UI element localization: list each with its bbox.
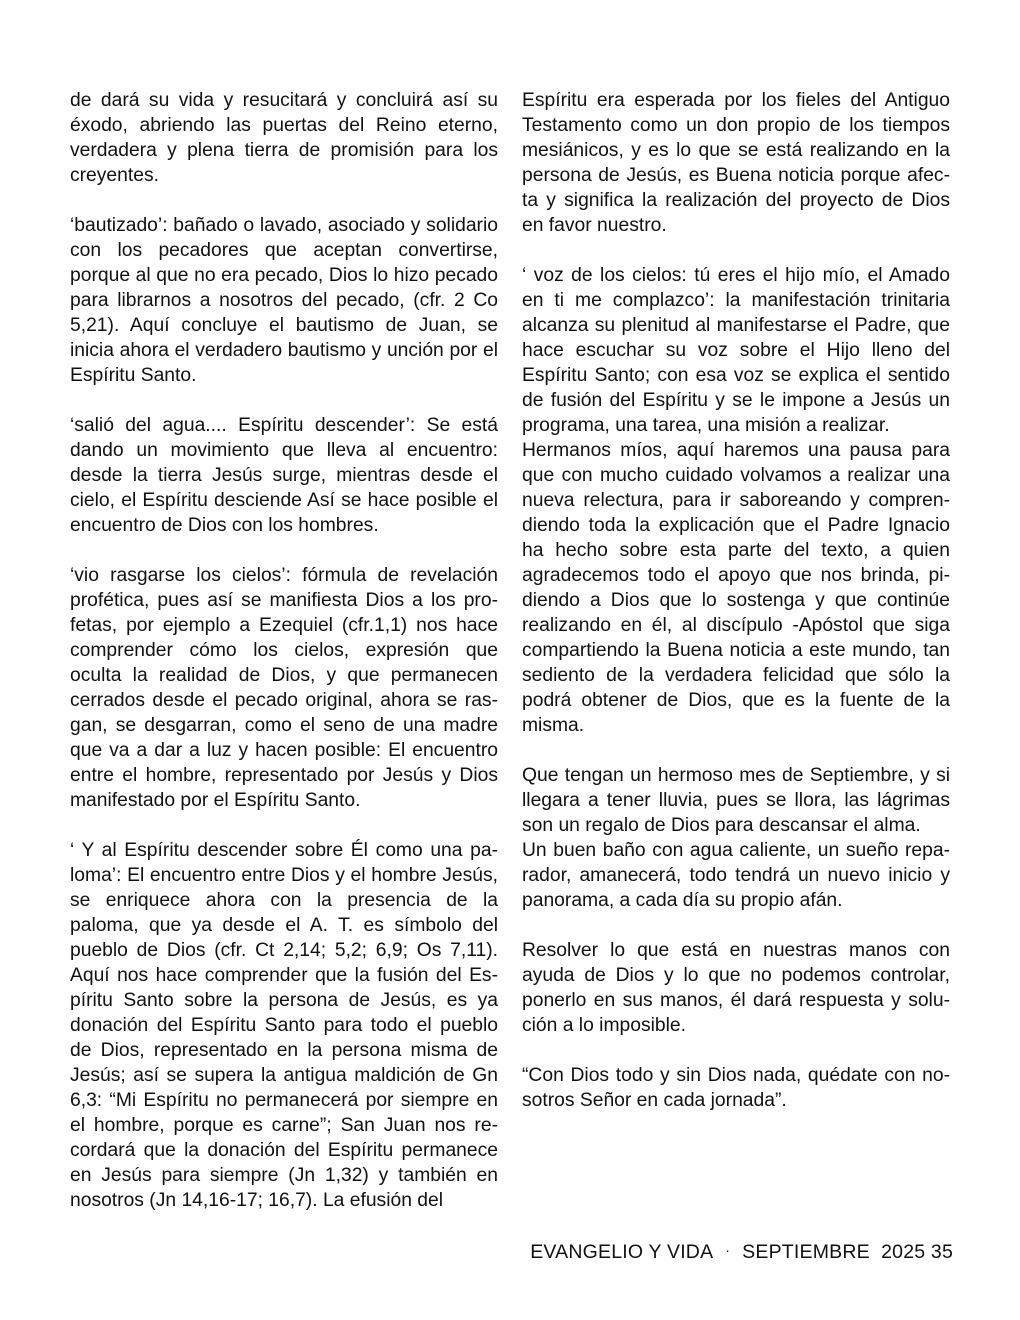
issue-date: SEPTIEMBRE 2025 xyxy=(742,1241,926,1263)
body-paragraph: ‘vio rasgarse los cielos’: fórmula de revelación profética, pues así se manifiesta Dios a los profetas, por ejemplo a Ezequiel (cfr.1,1) nos hace comprender cómo los cielos, expresión que oculta la realidad de Dios, y que permanecen cerrados desde el pecado original, ahora se rasgan, se desgarran, como el seno de una madre que va a dar a luz y hacen posible: El encuentro entre el hombre, representado por Jesús y Dios manifestado por el Espíritu Santo. xyxy=(70,565,498,811)
body-paragraph: Hermanos míos, aquí haremos una pausa para que con mucho cuidado volvamos a realizar una nueva relectura, para ir saboreando y comprendiendo toda la explicación que el Padre Ignacio ha hecho sobre esta parte del texto, a quien agradecemos todo el apoyo que nos brinda, pidiendo a Dios que lo sostenga y que continúe realizando en él, al discípulo -Apóstol que siga compartiendo la Buena noticia a este mundo, tan sediento de la verdadera felicidad que sólo la podrá obtener de Dios, que es la fuente de la misma. xyxy=(522,440,950,736)
body-paragraph: de dará su vida y resucitará y concluirá así su éxodo, abriendo las puertas del Reino eterno, verdadera y plena tierra de promisión para los creyentes. xyxy=(70,90,498,186)
body-paragraph: ‘salió del agua.... Espíritu descender’: Se está dando un movimiento que lleva al encuentro: desde la tierra Jesús surge, mientras desde el cielo, el Espíritu desciende Así se hace posible el encuentro de Dios con los hombres. xyxy=(70,415,498,536)
page-number: 35 xyxy=(930,1241,953,1263)
body-paragraph: ‘ voz de los cielos: tú eres el hijo mío, el Amado en ti me complazco’: la manifestación trinitaria alcanza su plenitud al manifestarse el Padre, que hace escuchar su voz sobre el Hijo lleno del Espíritu Santo; con esa voz se explica el sentido de fusión del Espíritu y se le impone a Jesús un programa, una tarea, una misión a realizar. xyxy=(522,265,950,436)
body-paragraph: ‘bautizado’: bañado o lavado, asociado y solidario con los pecadores que aceptan convertirse, porque al que no era pecado, Dios lo hizo pecado para librarnos a nosotros del pecado, (cfr. 2 Co 5,21). Aquí concluye el bautismo de Juan, se inicia ahora el verdadero bautismo y unción por el Espíritu Santo. xyxy=(70,215,498,386)
right-text-column xyxy=(522,88,950,1138)
closing-quote: “Con Dios todo y sin Dios nada, quédate con nosotros Señor en cada jornada”. xyxy=(522,1065,950,1111)
body-paragraph: Resolver lo que está en nuestras manos con ayuda de Dios y lo que no podemos controlar, ponerlo en sus manos, él dará respuesta y solución a lo imposible. xyxy=(522,940,950,1036)
body-paragraph: Espíritu era esperada por los fieles del Antiguo Testamento como un don propio de los tiempos mesiánicos, y es lo que se está realizando en la persona de Jesús, es Buena noticia porque afecta y significa la realización del proyecto de Dios en favor nuestro. xyxy=(522,90,950,236)
body-paragraph: Un buen baño con agua caliente, un sueño reparador, amanecerá, todo tendrá un nuevo inicio y panorama, a cada día su propio afán. xyxy=(522,840,950,911)
left-text-column xyxy=(70,88,498,1238)
publication-name: EVANGELIO Y VIDA xyxy=(530,1241,714,1263)
footer-separator: · xyxy=(725,1242,731,1258)
page-footer xyxy=(400,1238,953,1264)
body-paragraph: ‘ Y al Espíritu descender sobre Él como una paloma’: El encuentro entre Dios y el hombre Jesús, se enriquece ahora con la presencia de la paloma, que ya desde el A. T. es símbolo del pueblo de Dios (cfr. Ct 2,14; 5,2; 6,9; Os 7,11). Aquí nos hace comprender que la fusión del Espíritu Santo sobre la persona de Jesús, es ya donación del Espíritu Santo para todo el pueblo de Dios, representado en la persona misma de Jesús; así se supera la antigua maldición de Gn 6,3: “Mi Espíritu no permanecerá por siempre en el hombre, porque es carne”; San Juan nos recordará que la donación del Espíritu permanece en Jesús para siempre (Jn 1,32) y también en nosotros (Jn 14,16-17; 16,7). La efusión del xyxy=(70,840,498,1211)
body-paragraph: Que tengan un hermoso mes de Septiembre, y si llegara a tener lluvia, pues se llora, las lágrimas son un regalo de Dios para descansar el alma. xyxy=(522,765,950,836)
